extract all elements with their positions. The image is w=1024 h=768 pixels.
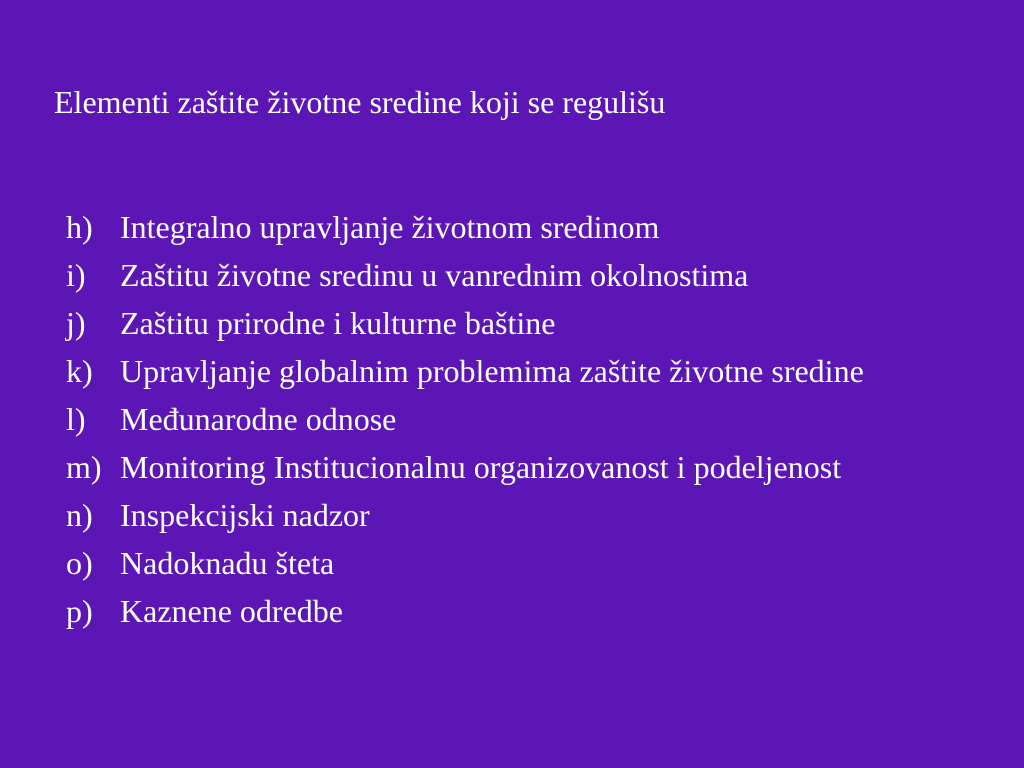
list-marker: l): [66, 401, 86, 437]
list-item: [66, 203, 966, 251]
list-item: [66, 251, 966, 299]
regulated-elements-list: [66, 203, 966, 635]
list-item-text: Kaznene odredbe: [120, 593, 343, 629]
list-item: [66, 539, 966, 587]
list-item-text: Upravljanje globalnim problemima zaštite životne sredine: [120, 353, 864, 389]
list-item-text: Integralno upravljanje životnom sredinom: [120, 209, 660, 245]
list-marker: m): [66, 449, 102, 485]
list-item: [66, 299, 966, 347]
list-marker: j): [66, 305, 86, 341]
list-marker: h): [66, 209, 93, 245]
list-marker: p): [66, 593, 93, 629]
list-item-text: Zaštitu prirodne i kulturne baštine: [120, 305, 556, 341]
list-item: [66, 587, 966, 635]
list-item-text: Inspekcijski nadzor: [120, 497, 370, 533]
list-marker: i): [66, 257, 86, 293]
list-item: [66, 491, 966, 539]
list-item: [66, 347, 966, 395]
list-item-text: Monitoring Institucionalnu organizovanost i podeljenost: [120, 449, 842, 485]
slide-title: Elementi zaštite životne sredine koji se regulišu: [54, 84, 666, 120]
list-marker: k): [66, 353, 93, 389]
list-item-text: Nadoknadu šteta: [120, 545, 335, 581]
list-marker: o): [66, 545, 93, 581]
list-item-text: Međunarodne odnose: [120, 401, 397, 437]
list-item: [66, 443, 966, 491]
list-item: [66, 395, 966, 443]
list-item-text: Zaštitu životne sredinu u vanrednim okolnostima: [120, 257, 749, 293]
list-marker: n): [66, 497, 93, 533]
